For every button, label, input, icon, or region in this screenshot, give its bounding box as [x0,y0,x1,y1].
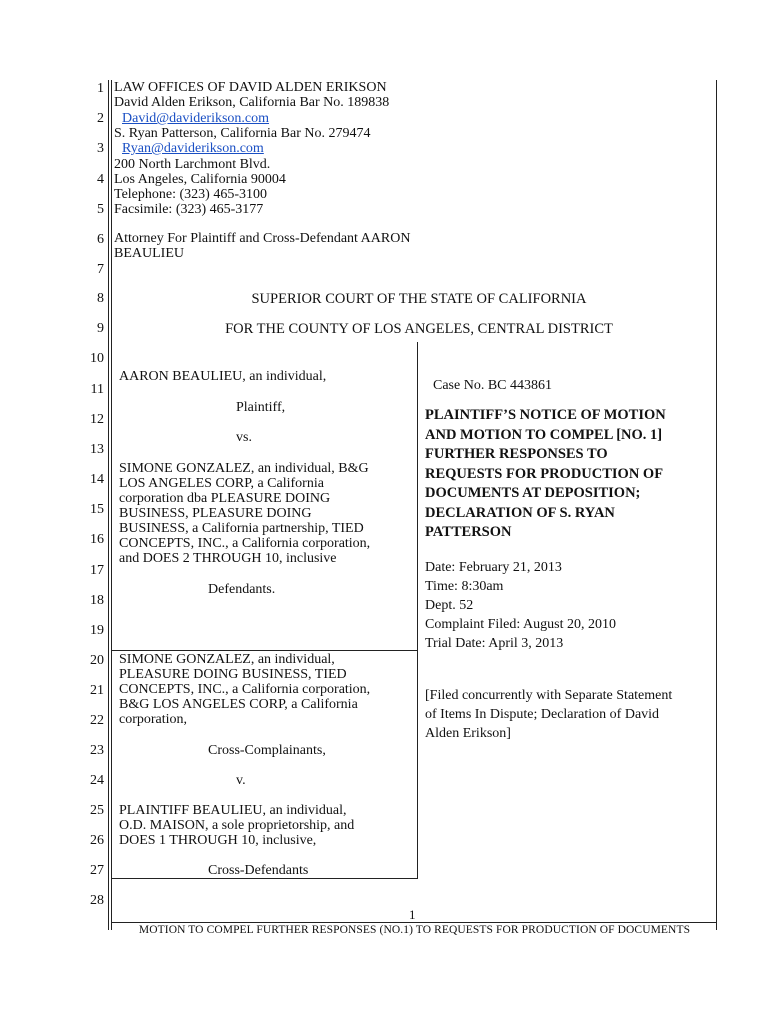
cross-complainants-line: SIMONE GONZALEZ, an individual, [119,652,335,667]
line-number: 24 [90,773,104,788]
left-margin-rule-inner [111,80,112,930]
defendants-line: and DOES 2 THROUGH 10, inclusive [119,551,337,566]
plaintiff-role: Plaintiff, [236,400,286,415]
filed-concurrently-line: of Items In Dispute; Declaration of David [425,707,660,722]
cross-defendants-line: PLAINTIFF BEAULIEU, an individual, [119,803,347,818]
caption-rule-middle [112,650,418,651]
page-number: 1 [409,907,416,922]
line-number: 28 [90,893,104,908]
line-number: 6 [97,232,104,247]
defendants-role: Defendants. [208,582,276,597]
attorney-for-line-2: BEAULIEU [114,246,184,261]
footer-rule [112,922,717,923]
line-number: 17 [90,563,104,578]
line-number: 3 [97,141,104,156]
cross-defendants-line: DOES 1 THROUGH 10, inclusive, [119,833,317,848]
complaint-filed: Complaint Filed: August 20, 2010 [425,617,616,632]
court-name: SUPERIOR COURT OF THE STATE OF CALIFORNIA [251,291,587,307]
email-link-1[interactable]: David@daviderikson.com [122,111,270,126]
line-number: 7 [97,262,104,277]
defendants-line: SIMONE GONZALEZ, an individual, B&G [119,461,369,476]
cross-complainants-line: corporation, [119,712,188,727]
line-number: 16 [90,532,104,547]
filed-concurrently-line: Alden Erikson] [425,726,511,741]
line-number: 26 [90,833,104,848]
cross-defendants-role: Cross-Defendants [208,863,309,878]
defendants-line: corporation dba PLEASURE DOING [119,491,331,506]
filed-concurrently-line: [Filed concurrently with Separate Statement [425,688,673,703]
cross-complainants-line: PLEASURE DOING BUSINESS, TIED [119,667,347,682]
trial-date: Trial Date: April 3, 2013 [425,636,564,651]
line-number: 9 [97,321,104,336]
line-number: 8 [97,291,104,306]
caption-divider [417,342,418,878]
line-number: 2 [97,111,104,126]
document-title-line: FURTHER RESPONSES TO [425,446,608,462]
defendants-line: BUSINESS, PLEASURE DOING [119,506,312,521]
hearing-date: Date: February 21, 2013 [425,560,562,575]
line-number: 23 [90,743,104,758]
line-number: 1 [97,81,104,96]
line-number: 13 [90,442,104,457]
email-link-2[interactable]: Ryan@daviderikson.com [122,141,264,156]
cross-complainants-role: Cross-Complainants, [208,743,326,758]
line-number: 27 [90,863,104,878]
left-margin-rule [108,80,109,930]
line-number: 21 [90,683,104,698]
line-number: 25 [90,803,104,818]
case-number: Case No. BC 443861 [433,378,552,393]
line-number: 14 [90,472,104,487]
hearing-time: Time: 8:30am [425,579,504,594]
line-number: 5 [97,202,104,217]
line-number: 22 [90,713,104,728]
line-number: 18 [90,593,104,608]
line-number: 12 [90,412,104,427]
court-district: FOR THE COUNTY OF LOS ANGELES, CENTRAL DISTRICT [225,321,613,337]
document-title-line: PLAINTIFF’S NOTICE OF MOTION [425,407,666,423]
address-line-2: Los Angeles, California 90004 [114,172,286,187]
department: Dept. 52 [425,598,474,613]
line-number: 11 [90,382,104,397]
caption-rule-bottom [112,878,418,879]
line-number: 20 [90,653,104,668]
attorney-2: S. Ryan Patterson, California Bar No. 279474 [114,126,371,141]
document-title-line: AND MOTION TO COMPEL [NO. 1] [425,426,663,443]
defendants-line: BUSINESS, a California partnership, TIED [119,521,364,536]
facsimile: Facsimile: (323) 465-3177 [114,202,264,217]
address-line-1: 200 North Larchmont Blvd. [114,157,271,172]
line-number: 15 [90,502,104,517]
attorney-1: David Alden Erikson, California Bar No. 189838 [114,95,390,110]
cross-defendants-line: O.D. MAISON, a sole proprietorship, and [119,818,355,833]
document-title-line: REQUESTS FOR PRODUCTION OF [425,465,664,482]
line-number: 4 [97,172,104,187]
plaintiff-name: AARON BEAULIEU, an individual, [119,369,327,384]
defendants-line: LOS ANGELES CORP, a California [119,476,324,491]
defendants-line: CONCEPTS, INC., a California corporation, [119,536,371,551]
versus-cross: v. [236,773,246,788]
firm-name: LAW OFFICES OF DAVID ALDEN ERIKSON [114,80,387,95]
document-title-line: DOCUMENTS AT DEPOSITION; [425,485,641,501]
line-number: 10 [90,351,104,366]
footer-title: MOTION TO COMPEL FURTHER RESPONSES (NO.1) TO REQUESTS FOR PRODUCTION OF DOCUMENTS [138,924,691,936]
attorney-for-line-1: Attorney For Plaintiff and Cross-Defendant AARON [114,231,411,246]
cross-complainants-line: B&G LOS ANGELES CORP, a California [119,697,358,712]
versus: vs. [236,430,252,445]
line-number: 19 [90,623,104,638]
document-title-line: DECLARATION OF S. RYAN [425,504,615,521]
document-title-line: PATTERSON [425,524,512,540]
cross-complainants-line: CONCEPTS, INC., a California corporation, [119,682,371,697]
telephone: Telephone: (323) 465-3100 [114,187,267,202]
